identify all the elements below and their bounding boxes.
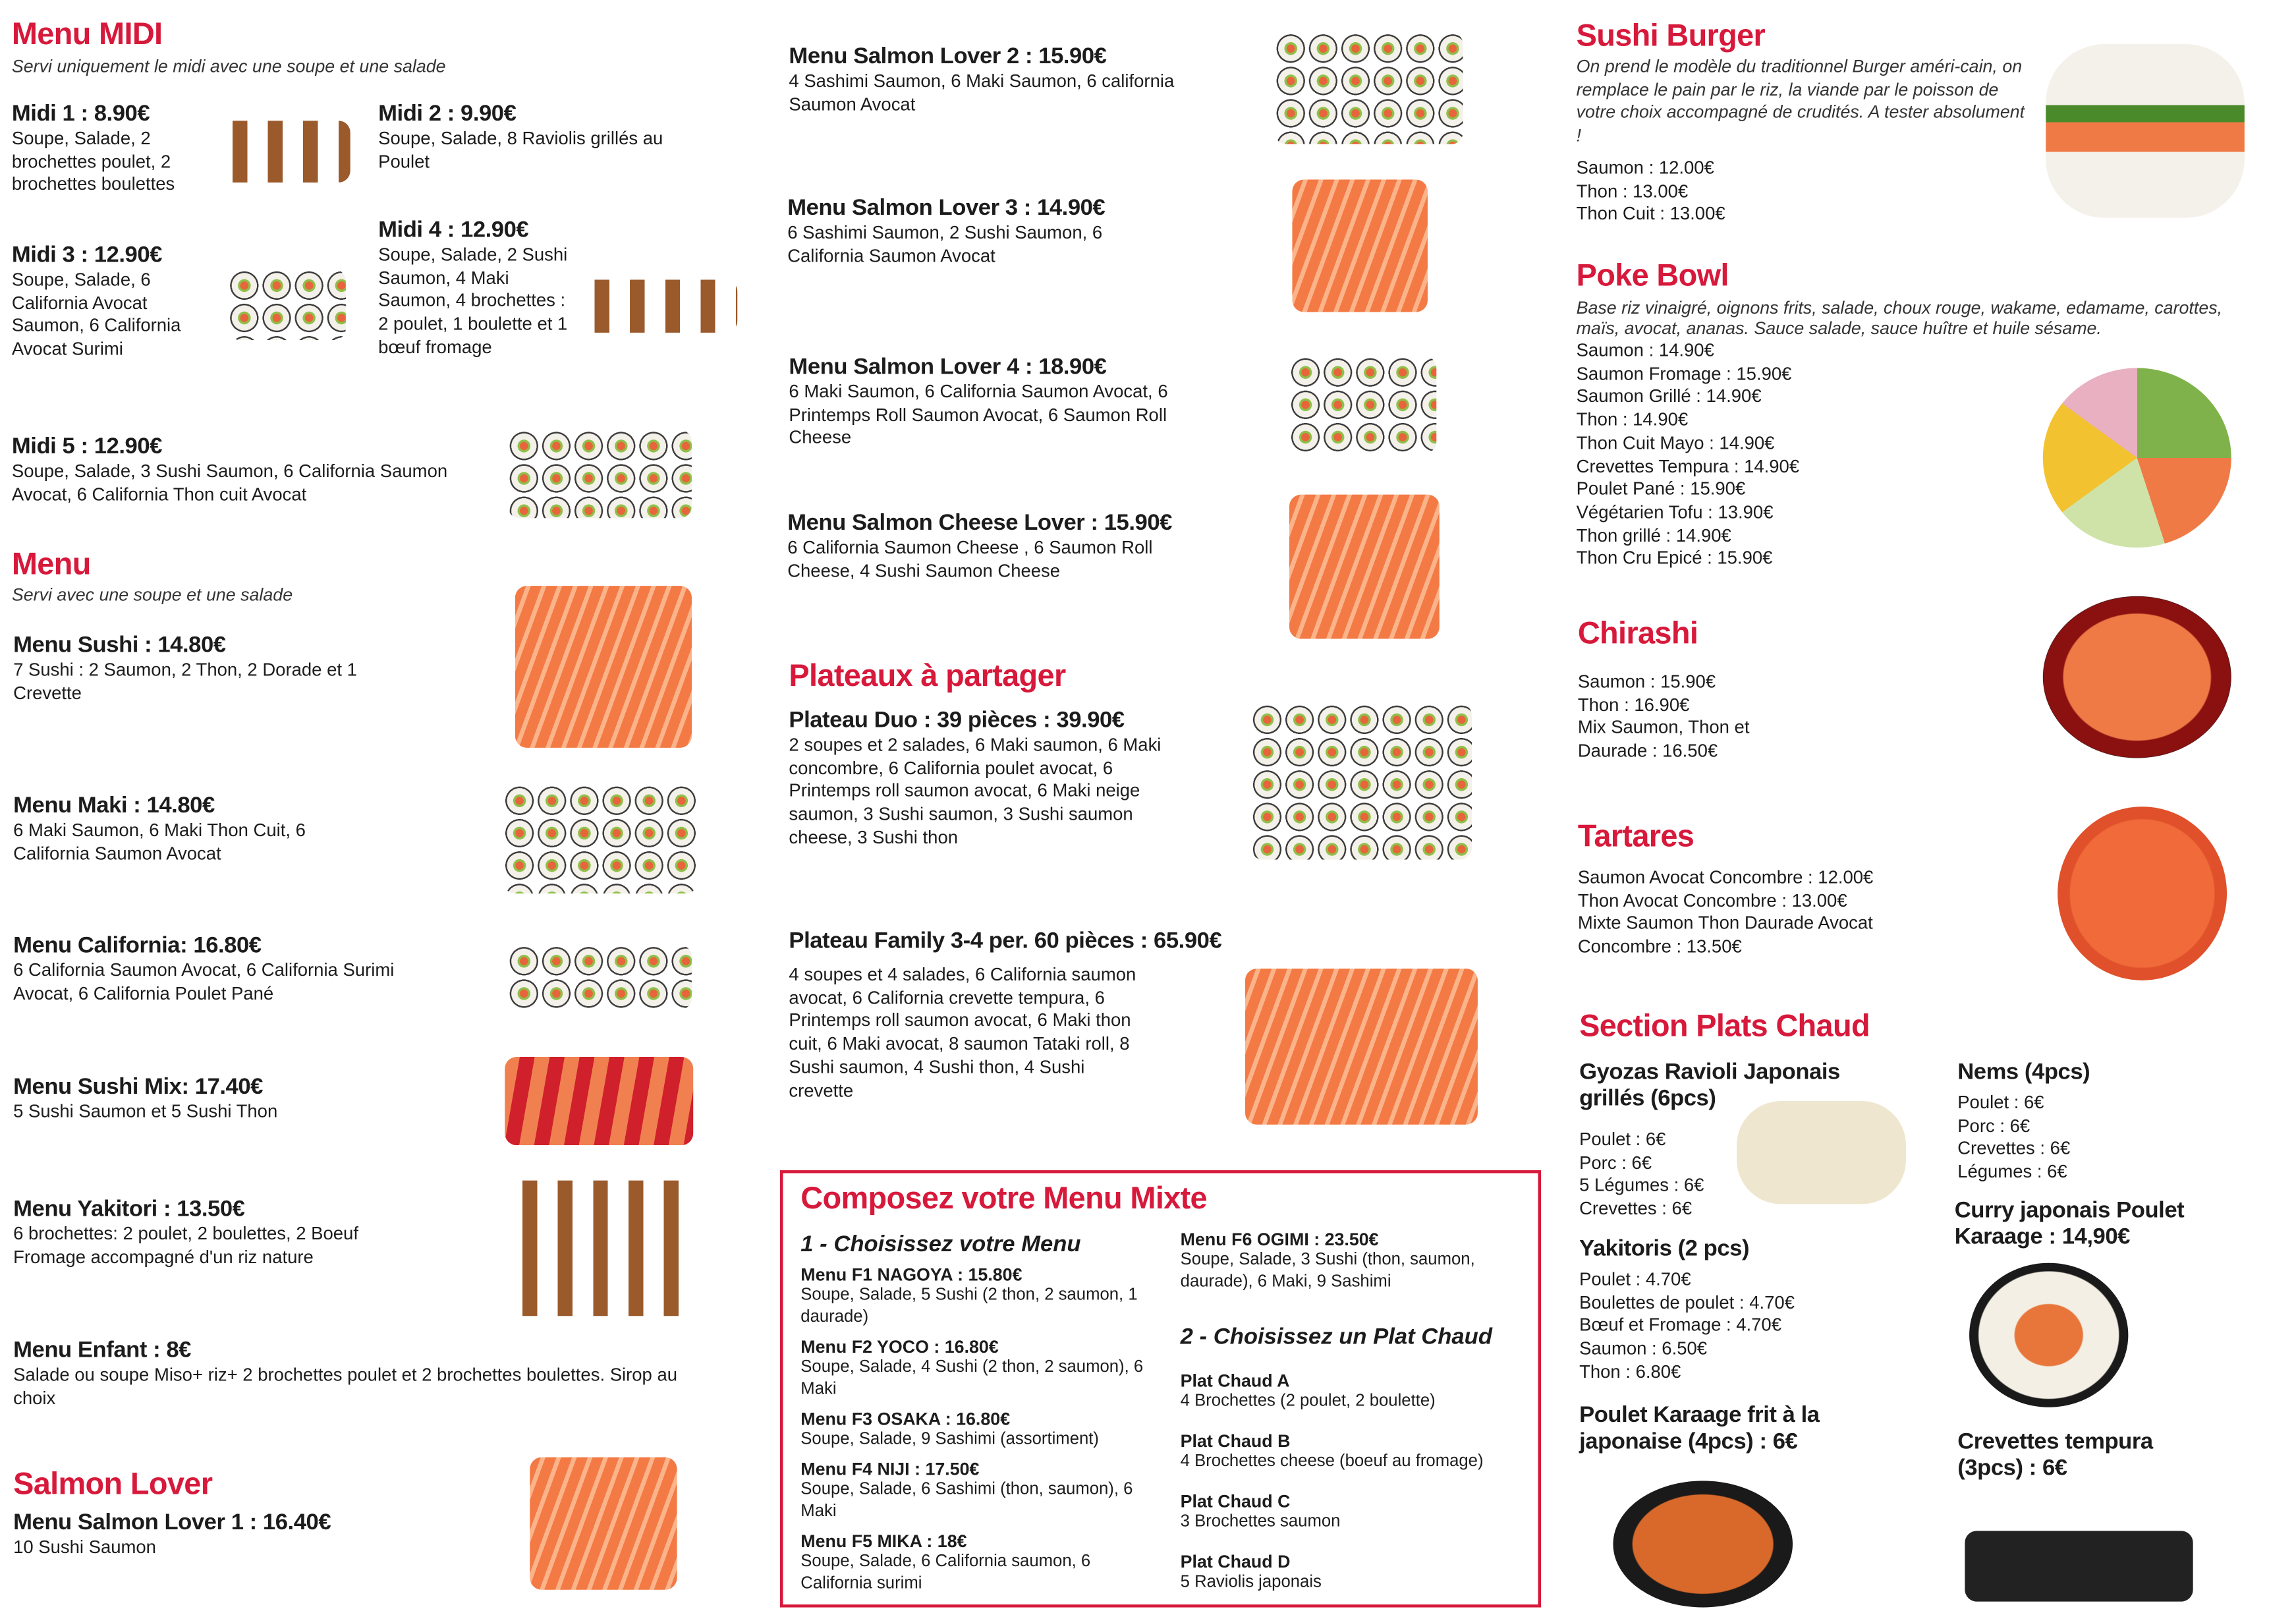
item-name: Menu F1 NAGOYA : 15.80€ [800, 1264, 1022, 1286]
salmon-cheese-photo [1289, 495, 1440, 639]
skewers-maki-photo [583, 279, 738, 332]
item-desc: 6 California Saumon Avocat, 6 California Surimi Avocat, 6 California Poulet Pané [13, 959, 395, 1004]
price-line: Thon Cru Epicé : 15.90€ [1576, 548, 1773, 569]
poke-bowl-prices [1577, 340, 1800, 571]
curry-photo [1969, 1263, 2128, 1407]
plats-chaud-title: Section Plats Chaud [1579, 1009, 1870, 1044]
salmon-cheese-lover [787, 511, 1244, 583]
menu-midi-subtitle: Servi uniquement le midi avec une soupe et une salade [11, 55, 446, 77]
price-line: Poulet : 6€ [1957, 1092, 2044, 1113]
item-desc: Soupe, Salade, 6 California Avocat Saumon, 6 California Avocat Surimi [11, 269, 181, 360]
item-name: Menu Sushi Mix: 17.40€ [13, 1074, 264, 1100]
menu-sushi-mix [13, 1075, 396, 1124]
tartares-prices [1578, 867, 1931, 959]
gyozas-prices [1579, 1129, 1704, 1221]
item-desc: 6 Maki Saumon, 6 Maki Thon Cuit, 6 California Saumon Avocat [13, 820, 306, 864]
price-line: Saumon : 15.90€ [1577, 671, 1716, 692]
poke-bowl-title: Poke Bowl [1576, 259, 1729, 293]
price-line: Thon : 6.80€ [1579, 1361, 1681, 1382]
item-name: Menu F6 OGIMI : 23.50€ [1180, 1229, 1379, 1250]
midi5-photo [508, 430, 692, 518]
price-line: Boulettes de poulet : 4.70€ [1579, 1291, 1795, 1313]
midi-4 [378, 218, 577, 360]
price-line: Thon Cuit : 13.00€ [1576, 204, 1725, 225]
item-desc: Soupe, Salade, 8 Raviolis grillés au Poulet [378, 128, 663, 172]
price-line: Crevettes Tempura : 14.90€ [1576, 455, 1800, 476]
nems-prices [1957, 1092, 2070, 1185]
price-line: Mixte Saumon Thon Daurade Avocat Concombre : 13.50€ [1577, 913, 1873, 957]
plat-chaud-a [1181, 1371, 1436, 1413]
step-2-heading: 2 - Choisissez un Plat Chaud [1180, 1324, 1492, 1350]
price-line: Saumon : 14.90€ [1576, 340, 1714, 361]
price-line: Poulet : 6€ [1579, 1129, 1666, 1150]
salmon-lover-4 [789, 354, 1201, 450]
price-line: Porc : 6€ [1579, 1152, 1652, 1173]
item-name: Midi 5 : 12.90€ [11, 434, 162, 460]
chirashi-prices [1578, 671, 1799, 764]
midi-2 [378, 101, 702, 174]
item-desc: 4 Brochettes cheese (boeuf au fromage) [1180, 1452, 1484, 1471]
price-line: Saumon : 12.00€ [1576, 157, 1714, 179]
item-desc: Soupe, Salade, 6 Sashimi (thon, saumon), 6 Maki [800, 1481, 1133, 1520]
item-name: Plat Chaud A [1180, 1370, 1290, 1392]
california-photo [228, 269, 346, 340]
salmon-lover-2 [789, 44, 1201, 117]
menu-enfant [13, 1338, 690, 1411]
tartares-title: Tartares [1577, 820, 1694, 854]
item-name: Plat Chaud C [1180, 1491, 1291, 1512]
salmon-lover-1 [13, 1510, 426, 1560]
item-desc: Soupe, Salade, 9 Sashimi (assortiment) [800, 1430, 1099, 1449]
sushi-mix-photo [505, 1057, 693, 1145]
item-name: Menu Maki : 14.80€ [13, 793, 215, 819]
menu-f3 [800, 1409, 1161, 1451]
yakitoris-prices [1579, 1269, 1795, 1384]
menu-yakitori [13, 1197, 426, 1269]
menu-california [13, 933, 396, 1005]
item-name: Menu F5 MIKA : 18€ [800, 1531, 967, 1552]
item-desc: 7 Sushi : 2 Saumon, 2 Thon, 2 Dorade et 1 Crevette [13, 659, 357, 704]
item-desc: Soupe, Salade, 3 Sushi (thon, saumon, daurade), 6 Maki, 9 Sashimi [1180, 1251, 1475, 1291]
poke-bowl-desc: Base riz vinaigré, oignons frits, salade, choux rouge, wakame, edamame, carottes, maïs, avocat, ananas. Sauce salade, sauce huître et huile sésame. [1576, 297, 2223, 339]
price-line: Légumes : 6€ [1957, 1161, 2067, 1183]
menu-title: Menu [11, 548, 91, 582]
salmon-lover-title: Salmon Lover [13, 1467, 213, 1502]
price-line: Thon grillé : 14.90€ [1576, 524, 1731, 546]
item-name: Plat Chaud B [1180, 1430, 1291, 1452]
menu-midi-title: Menu MIDI [11, 17, 163, 52]
item-desc: 5 Sushi Saumon et 5 Sushi Thon [13, 1101, 278, 1122]
plateau-family-photo [1245, 969, 1478, 1125]
menu-f5 [800, 1531, 1161, 1594]
price-line: Thon : 13.00€ [1576, 181, 1689, 202]
item-desc: Soupe, Salade, 2 Sushi Saumon, 4 Maki Saumon, 4 brochettes : 2 poulet, 1 boulette et 1 bœuf fromage [378, 244, 568, 358]
menu-maki [13, 793, 352, 866]
chirashi-photo [2043, 596, 2231, 758]
skewers-photo [221, 121, 350, 183]
price-line: Mix Saumon, Thon et Daurade : 16.50€ [1577, 717, 1750, 762]
price-line: Poulet : 4.70€ [1579, 1268, 1691, 1289]
yakitoris-name: Yakitoris (2 pcs) [1579, 1236, 1750, 1262]
karaage-photo [1613, 1481, 1793, 1607]
item-desc: Soupe, Salade, 3 Sushi Saumon, 6 California Saumon Avocat, 6 California Thon cuit Avocat [11, 461, 448, 505]
menu-subtitle: Servi avec une soupe et une salade [11, 584, 293, 606]
item-desc: 6 brochettes: 2 poulet, 2 boulettes, 2 Boeuf Fromage accompagné d'un riz nature [13, 1223, 358, 1267]
karaage-name: Poulet Karaage frit à la japonaise (4pcs) : 6€ [1579, 1403, 1820, 1455]
menu-f6 [1181, 1229, 1526, 1292]
step-1-heading: 1 - Choisissez votre Menu [800, 1231, 1081, 1257]
plat-chaud-c [1181, 1491, 1341, 1533]
menu-f4 [800, 1459, 1161, 1522]
nems-name: Nems (4pcs) [1957, 1060, 2090, 1085]
item-name: Menu Enfant : 8€ [13, 1338, 192, 1363]
midi-3 [12, 243, 211, 362]
price-line: Végétarien Tofu : 13.90€ [1576, 501, 1774, 523]
item-desc: Salade ou soupe Miso+ riz+ 2 brochettes poulet et 2 brochettes boulettes. Sirop au choix [13, 1364, 678, 1409]
salmon-lover-3 [787, 196, 1140, 268]
sushi-burger-prices [1577, 157, 1725, 227]
poke-bowl-photo [2043, 368, 2231, 548]
salmon-lover-3-photo [1292, 180, 1428, 312]
item-name: Menu Salmon Lover 4 : 18.90€ [789, 354, 1107, 380]
item-desc: 6 Maki Saumon, 6 California Saumon Avocat, 6 Printemps Roll Saumon Avocat, 6 Saumon Roll Cheese [789, 381, 1168, 449]
midi-5 [12, 434, 468, 507]
california-rolls-photo [508, 945, 692, 1009]
price-line: Crevettes : 6€ [1579, 1198, 1693, 1219]
item-name: Menu Yakitori : 13.50€ [13, 1197, 245, 1222]
plateau-duo [789, 708, 1186, 851]
yakitori-photo [511, 1181, 690, 1316]
item-desc: 6 California Saumon Cheese , 6 Saumon Roll Cheese, 4 Sushi Saumon Cheese [787, 537, 1153, 581]
item-name: Menu California: 16.80€ [13, 933, 262, 959]
chirashi-title: Chirashi [1577, 617, 1698, 651]
price-line: Saumon Fromage : 15.90€ [1576, 363, 1792, 384]
item-name: Midi 1 : 8.90€ [11, 101, 150, 127]
item-name: Menu F2 YOCO : 16.80€ [800, 1336, 999, 1357]
item-name: Midi 4 : 12.90€ [378, 217, 529, 243]
item-name: Plateau Family 3-4 per. 60 pièces : 65.90€ [789, 928, 1222, 954]
salmon-lover-4-photo [1289, 356, 1436, 453]
price-line: Bœuf et Fromage : 4.70€ [1579, 1315, 1782, 1336]
item-name: Midi 2 : 9.90€ [378, 101, 517, 127]
maki-photo [503, 785, 698, 893]
item-name: Menu F3 OSAKA : 16.80€ [800, 1408, 1011, 1430]
item-name: Menu Salmon Lover 1 : 16.40€ [13, 1510, 331, 1536]
item-name: Menu Salmon Cheese Lover : 15.90€ [787, 511, 1172, 536]
item-desc: Soupe, Salade, 2 brochettes poulet, 2 brochettes boulettes [11, 128, 175, 195]
gyoza-photo [1737, 1101, 1906, 1204]
price-line: Porc : 6€ [1957, 1115, 2030, 1136]
sushi-burger-desc: On prend le modèle du traditionnel Burger améri-cain, on remplace le pain par le riz, la viande par le poisson de votre choix accompagné de crudités. A tester absolument ! [1576, 55, 2025, 146]
item-name: Plateau Duo : 39 pièces : 39.90€ [789, 708, 1125, 733]
curry-name: Curry japonais Poulet Karaage : 14,90€ [1954, 1198, 2185, 1250]
item-name: Plat Chaud D [1180, 1551, 1291, 1572]
item-desc: 3 Brochettes saumon [1180, 1513, 1341, 1531]
plat-chaud-b [1181, 1430, 1484, 1473]
item-name: Midi 3 : 12.90€ [11, 242, 162, 268]
price-line: Saumon : 6.50€ [1579, 1338, 1708, 1359]
menu-sushi [13, 633, 381, 706]
sushi-burger-photo [2046, 44, 2245, 218]
tartare-photo [2058, 806, 2227, 980]
plateaux-title: Plateaux à partager [789, 659, 1066, 694]
item-desc: 2 soupes et 2 salades, 6 Maki saumon, 6 Maki concombre, 6 California poulet avocat, 6 Printemps roll saumon avocat, 6 Maki neige saumon, 3 Sushi saumon, 3 Sushi saumon cheese, 3 Sushi thon [789, 734, 1162, 848]
tempura-name: Crevettes tempura (3pcs) : 6€ [1957, 1429, 2153, 1481]
item-name: Menu F4 NIJI : 17.50€ [800, 1458, 980, 1480]
price-line: Saumon Grillé : 14.90€ [1576, 386, 1762, 407]
plateau-duo-photo [1251, 704, 1472, 860]
price-line: Crevettes : 6€ [1957, 1138, 2071, 1160]
item-desc: Soupe, Salade, 6 California saumon, 6 California surimi [800, 1552, 1091, 1593]
item-desc: 4 soupes et 4 salades, 6 California saumon avocat, 6 California crevette tempura, 6 Printemps roll saumon avocat, 6 Maki thon cuit, 6 Maki avocat, 8 saumon Tataki roll, 8 Sushi saumon, 4 Sushi thon, 4 Sushi crevette [789, 964, 1136, 1100]
plateau-family [789, 929, 1318, 1103]
gyozas-name: Gyozas Ravioli Japonais grillés (6pcs) [1579, 1060, 1840, 1112]
item-name: Menu Sushi : 14.80€ [13, 633, 226, 658]
item-desc: 5 Raviolis japonais [1180, 1573, 1322, 1591]
menu-mixte-title: Composez votre Menu Mixte [800, 1181, 1207, 1216]
price-line: 5 Légumes : 6€ [1579, 1175, 1704, 1196]
price-line: Thon Avocat Concombre : 13.00€ [1577, 890, 1847, 911]
tempura-photo [1965, 1531, 2193, 1601]
item-desc: 4 Sashimi Saumon, 6 Maki Saumon, 6 california Saumon Avocat [789, 71, 1175, 115]
plat-chaud-d [1181, 1552, 1322, 1594]
price-line: Thon Cuit Mayo : 14.90€ [1576, 432, 1775, 453]
item-desc: 6 Sashimi Saumon, 2 Sushi Saumon, 6 California Saumon Avocat [787, 222, 1103, 266]
item-desc: Soupe, Salade, 4 Sushi (2 thon, 2 saumon), 6 Maki [800, 1358, 1144, 1398]
salmon-lover-2-photo [1275, 32, 1463, 144]
sushi-burger-title: Sushi Burger [1576, 19, 1766, 53]
item-desc: 10 Sushi Saumon [13, 1537, 156, 1558]
salmon-sushi-photo [530, 1457, 677, 1590]
price-line: Thon : 16.90€ [1577, 694, 1690, 716]
menu-mixte-box [780, 1170, 1541, 1607]
item-desc: 4 Brochettes (2 poulet, 2 boulette) [1180, 1392, 1436, 1411]
item-desc: Soupe, Salade, 5 Sushi (2 thon, 2 saumon, 1 daurade) [800, 1286, 1138, 1326]
sushi-photo [515, 586, 692, 748]
menu-f1 [800, 1264, 1161, 1328]
price-line: Poulet Pané : 15.90€ [1576, 478, 1746, 499]
midi-1 [12, 101, 218, 197]
item-name: Menu Salmon Lover 3 : 14.90€ [787, 196, 1106, 221]
item-name: Menu Salmon Lover 2 : 15.90€ [789, 44, 1107, 69]
menu-f2 [800, 1336, 1161, 1400]
price-line: Saumon Avocat Concombre : 12.00€ [1577, 866, 1874, 888]
price-line: Thon : 14.90€ [1576, 409, 1689, 430]
